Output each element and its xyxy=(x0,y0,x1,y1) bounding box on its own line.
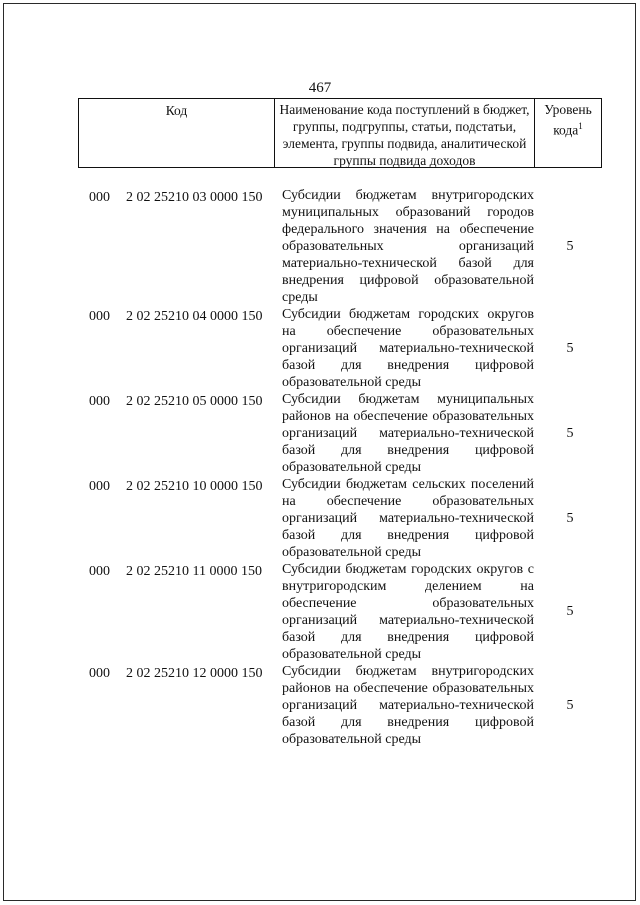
row-name: Субсидии бюджетам внутригородских муниципальных образований городов федерального значения на обеспечение образовательных организаций материально-технической базой для внедрения цифровой образовательной среды xyxy=(282,188,534,305)
header-level-label: Уровень кода xyxy=(544,102,592,138)
row-revenue-code: 2 02 25210 05 0000 150 xyxy=(126,394,263,409)
table-row xyxy=(0,561,640,663)
row-admin-code: 000 xyxy=(89,666,110,681)
table-row xyxy=(0,187,640,306)
header-code xyxy=(78,99,274,167)
table-row xyxy=(0,306,640,391)
row-name: Субсидии бюджетам городских округов с внутригородским делением на обеспечение образовательных организаций материально-технической базой для внедрения цифровой образовательной среды xyxy=(282,562,534,662)
row-revenue-code: 2 02 25210 10 0000 150 xyxy=(126,479,263,494)
row-revenue-code: 2 02 25210 04 0000 150 xyxy=(126,309,263,324)
table-row xyxy=(0,391,640,476)
row-admin-code: 000 xyxy=(89,309,110,324)
row-name: Субсидии бюджетам сельских поселений на обеспечение образовательных организаций материально-технической базой для внедрения цифровой образовательной среды xyxy=(282,477,534,560)
row-admin-code: 000 xyxy=(89,479,110,494)
row-admin-code: 000 xyxy=(89,190,110,205)
table-row xyxy=(0,476,640,561)
row-level: 5 xyxy=(566,425,574,441)
row-name: Субсидии бюджетам муниципальных районов на обеспечение образовательных организаций материально-технической базой для внедрения цифровой образовательной среды xyxy=(282,392,534,475)
row-revenue-code: 2 02 25210 03 0000 150 xyxy=(126,190,263,205)
row-level: 5 xyxy=(566,697,574,713)
row-level: 5 xyxy=(566,510,574,526)
row-name: Субсидии бюджетам городских округов на обеспечение образовательных организаций материально-технической базой для внедрения цифровой образовательной среды xyxy=(282,307,534,390)
header-level xyxy=(534,99,602,167)
row-revenue-code: 2 02 25210 12 0000 150 xyxy=(126,666,263,681)
header-code-label: Код xyxy=(165,103,188,118)
row-revenue-code: 2 02 25210 11 0000 150 xyxy=(126,564,262,579)
row-level: 5 xyxy=(566,340,574,356)
header-name-label: Наименование кода поступлений в бюджет, группы, подгруппы, статьи, подстатьи, элемента, группы подвида, аналитической группы подвида доходов xyxy=(279,102,530,168)
header-name xyxy=(274,99,534,167)
row-admin-code: 000 xyxy=(89,564,110,579)
header-level-footnote: 1 xyxy=(578,121,583,131)
table-body xyxy=(0,187,640,748)
page-number: 467 xyxy=(308,80,332,96)
row-admin-code: 000 xyxy=(89,394,110,409)
row-level: 5 xyxy=(566,238,574,254)
table-header xyxy=(78,98,602,168)
table-row xyxy=(0,663,640,748)
row-level: 5 xyxy=(566,604,574,619)
row-name: Субсидии бюджетам внутригородских районов на обеспечение образовательных организаций материально-технической базой для внедрения цифровой образовательной среды xyxy=(282,664,534,747)
